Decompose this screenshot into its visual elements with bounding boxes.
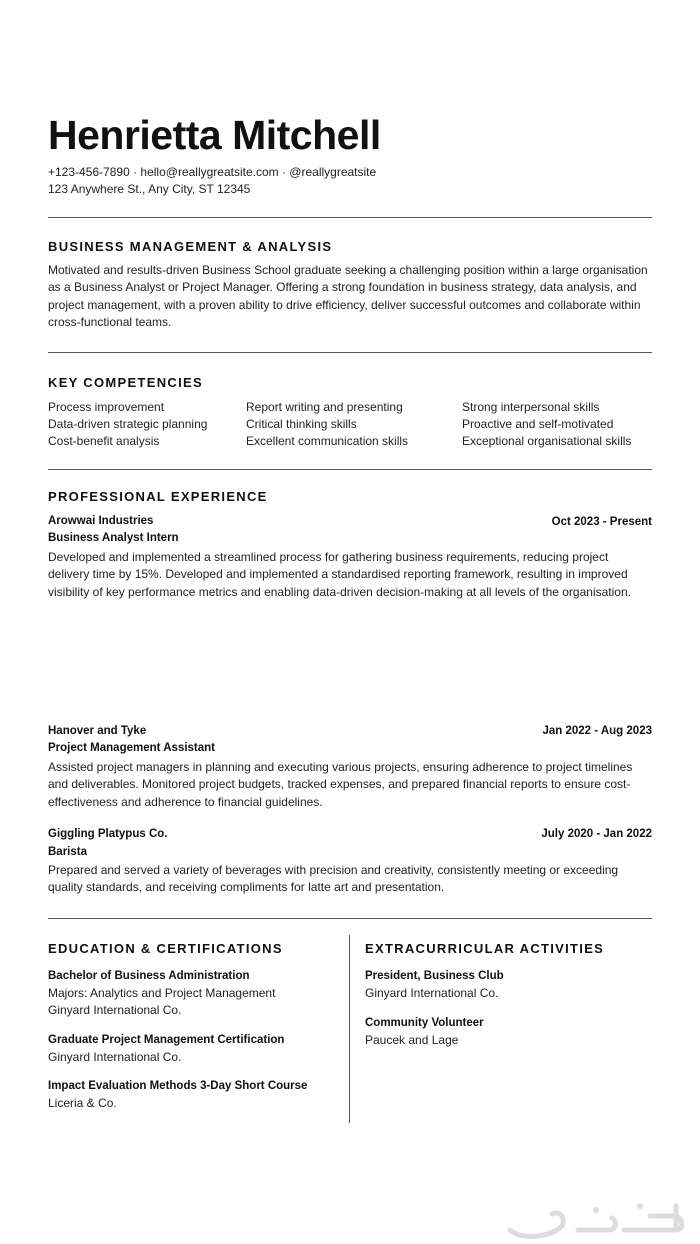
education-item	[48, 1078, 307, 1112]
activity-item-line: Paucek and Lage	[365, 1033, 459, 1047]
section-title-experience: PROFESSIONAL EXPERIENCE	[48, 489, 268, 504]
section-title-education: EDUCATION & CERTIFICATIONS	[48, 941, 283, 956]
job-company: Giggling Platypus Co.	[48, 828, 168, 840]
job-role: Barista	[48, 846, 87, 858]
competency-item: Excellent communication skills	[246, 434, 409, 448]
education-item	[48, 968, 275, 1019]
section-title-extracurricular: EXTRACURRICULAR ACTIVITIES	[365, 941, 605, 956]
job-description: Prepared and served a variety of beverages with precision and creativity, consistently meeting or exceeding quality standards, and receiving compliments for latte art and presentation.	[48, 863, 619, 895]
job-date: Jan 2022 - Aug 2023	[542, 725, 652, 737]
competency-item: Strong interpersonal skills	[462, 400, 600, 414]
contact-line: +123-456-7890 · hello@reallygreatsite.com · @reallygreatsite	[48, 165, 377, 179]
competency-item: Data-driven strategic planning	[48, 417, 208, 431]
competency-item: Process improvement	[48, 400, 165, 414]
watermark-logo	[500, 1196, 690, 1240]
competency-item: Cost-benefit analysis	[48, 434, 160, 448]
education-item-title: Graduate Project Management Certification	[48, 1034, 285, 1046]
education-item-line: Liceria & Co.	[48, 1096, 117, 1110]
activity-item	[365, 1015, 484, 1049]
education-item-line: Ginyard International Co.	[48, 1050, 182, 1064]
address-line: 123 Anywhere St., Any City, ST 12345	[48, 182, 251, 196]
job-description: Assisted project managers in planning and executing various projects, ensuring adherence to project timelines and deliverables. Monitored project budgets, tracked expenses, and prepared financial reports to ensure cost-effectiveness and adherence to financial guidelines.	[48, 760, 633, 809]
activity-item	[365, 968, 504, 1002]
activity-item-title: Community Volunteer	[365, 1017, 484, 1029]
summary-text: Motivated and results-driven Business School graduate seeking a challenging position within a large organisation as a Business Analyst or Project Manager. Offering a strong foundation in business strategy, data analysis, and project management, with a proven ability to drive efficiency, deliver successful outcomes and collaborate within cross-functional teams.	[48, 263, 648, 329]
column-divider	[349, 935, 350, 1123]
job-role: Project Management Assistant	[48, 742, 216, 754]
job-description: Developed and implemented a streamlined process for gathering business requirements, reducing project delivery time by 15%. Developed and implemented a standardised reporting framework, resulting in improved visibility of key performance metrics and enabling data-driven decision-making at all levels of the organisation.	[48, 550, 631, 599]
education-item-line: Majors: Analytics and Project Management	[48, 986, 276, 1000]
education-item-title: Bachelor of Business Administration	[48, 970, 250, 982]
activity-item-title: President, Business Club	[365, 970, 504, 982]
divider	[48, 217, 652, 218]
competencies-column-1	[48, 399, 207, 450]
education-item-title: Impact Evaluation Methods 3-Day Short Course	[48, 1080, 308, 1092]
job-role: Business Analyst Intern	[48, 532, 179, 544]
activity-item-line: Ginyard International Co.	[365, 986, 499, 1000]
job-company: Hanover and Tyke	[48, 725, 147, 737]
divider	[48, 469, 652, 470]
job-company: Arowwai Industries	[48, 515, 154, 527]
competencies-column-2	[246, 399, 408, 450]
competency-item: Exceptional organisational skills	[462, 434, 632, 448]
section-title-summary: BUSINESS MANAGEMENT & ANALYSIS	[48, 239, 333, 254]
section-title-competencies: KEY COMPETENCIES	[48, 375, 203, 390]
divider	[48, 352, 652, 353]
job-date: Oct 2023 - Present	[551, 516, 652, 528]
education-item	[48, 1032, 284, 1066]
competency-item: Critical thinking skills	[246, 417, 357, 431]
candidate-name: Henrietta Mitchell	[48, 112, 381, 158]
competencies-column-3	[462, 399, 631, 450]
divider	[48, 918, 652, 919]
education-item-line: Ginyard International Co.	[48, 1003, 182, 1017]
job-date: July 2020 - Jan 2022	[541, 828, 652, 840]
competency-item: Report writing and presenting	[246, 400, 403, 414]
competency-item: Proactive and self-motivated	[462, 417, 614, 431]
